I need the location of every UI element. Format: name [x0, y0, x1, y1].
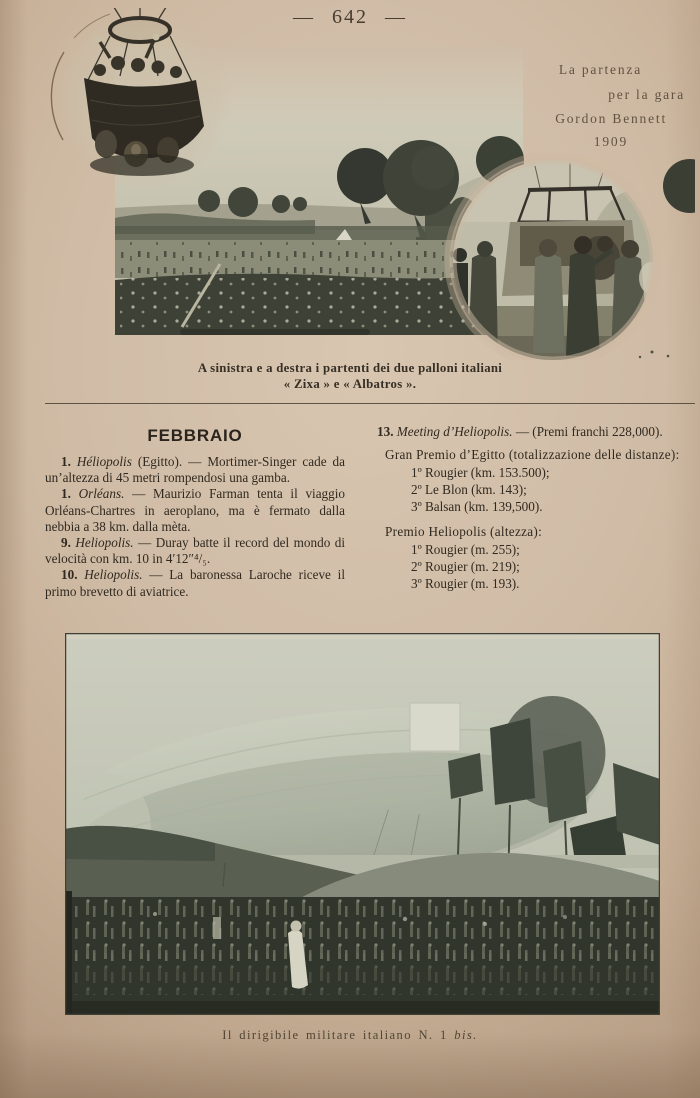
rank-item: 3º Rougier (m. 193).	[411, 575, 520, 591]
photo-credit-line: per la gara	[608, 87, 685, 102]
entry-place: Heliopolis.	[70, 535, 134, 551]
rank-item: 2º Rougier (m. 219);	[411, 558, 520, 574]
entry-place: Heliopolis.	[77, 567, 143, 583]
rank-item: 2º Le Blon (km. 143);	[411, 482, 527, 497]
photo-credit-line: Gordon Bennett	[555, 111, 667, 126]
dirigible-caption-text: Il dirigibile militare italiano N. 1	[222, 1028, 455, 1042]
rank-item: 3º Balsan (km. 139,500).	[411, 498, 543, 514]
dirigibile-n1bis-photo	[65, 633, 660, 1015]
right-column	[355, 424, 695, 601]
dirigible-caption-bis: bis.	[454, 1028, 478, 1042]
entry-number: 1.	[61, 454, 71, 469]
entry-place: Orléans.	[70, 486, 125, 502]
collage-caption-line2: « Zixa » e « Albatros ».	[283, 376, 417, 391]
collage-caption	[0, 361, 700, 392]
entry-text: — Maurizio Farman tenta il viaggio Orléans-Chartres in aeroplano, ma è fermato dalla nebbia a 38 km. dalla mèta.	[45, 486, 346, 534]
photo-credit-line: 1909	[593, 134, 628, 149]
entry-number: 13.	[377, 424, 394, 439]
febbraio-entry	[45, 567, 345, 599]
balloon-basket-ground-photo	[448, 155, 695, 360]
entry-place: Meeting d’Heliopolis.	[393, 424, 513, 439]
entry-number: 1.	[61, 486, 71, 502]
spectator-crowd	[65, 895, 660, 1009]
prize-title: Gran Premio d’Egitto (totalizzazione delle distanze):	[385, 447, 680, 463]
dirigible-photo-art	[65, 633, 660, 1015]
rank-item: 1º Rougier (m. 255);	[411, 542, 520, 558]
entry-text: — (Premi franchi 228,000).	[512, 424, 663, 439]
febbraio-entry	[45, 454, 345, 486]
left-column	[45, 424, 345, 601]
month-heading: FEBBRAIO	[147, 426, 243, 445]
grass-specks	[639, 351, 670, 359]
prize-list-heliopolis	[355, 524, 695, 592]
prize-list-gran-premio	[355, 447, 695, 515]
entry-text: (Egitto). — Mortimer-Singer cade da un’altezza di 45 metri rompendosi una gamba.	[45, 454, 346, 486]
balloon-collage	[40, 8, 695, 360]
section-divider	[45, 403, 695, 404]
prize-title: Premio Heliopolis (altezza):	[385, 524, 543, 540]
entry-text: — Duray batte il record del mondo di velocità con km. 10 in 4′12″⁴/₅.	[45, 535, 345, 567]
entry-text: — La baronessa Laroche riceve il primo brevetto di aviatrice.	[45, 567, 346, 599]
entry-place: Héliopolis	[70, 454, 132, 469]
febbraio-entry	[45, 535, 345, 567]
febbraio-entry	[45, 486, 345, 535]
entry-number: 10.	[61, 567, 78, 583]
entry-number: 9.	[61, 535, 71, 551]
balloon-collage-art	[40, 8, 695, 360]
dirigible-caption	[0, 1028, 700, 1043]
febbraio-entry	[355, 424, 695, 440]
collage-caption-line1: A sinistra e a destra i partenti dei due palloni italiani	[197, 361, 503, 375]
text-columns	[45, 424, 695, 601]
balloon-basket-aloft-photo	[43, 8, 233, 191]
rank-item: 1º Rougier (km. 153.500);	[411, 465, 550, 481]
photo-credit-line: La partenza	[558, 62, 642, 77]
page-number: — 642 —	[293, 6, 407, 28]
